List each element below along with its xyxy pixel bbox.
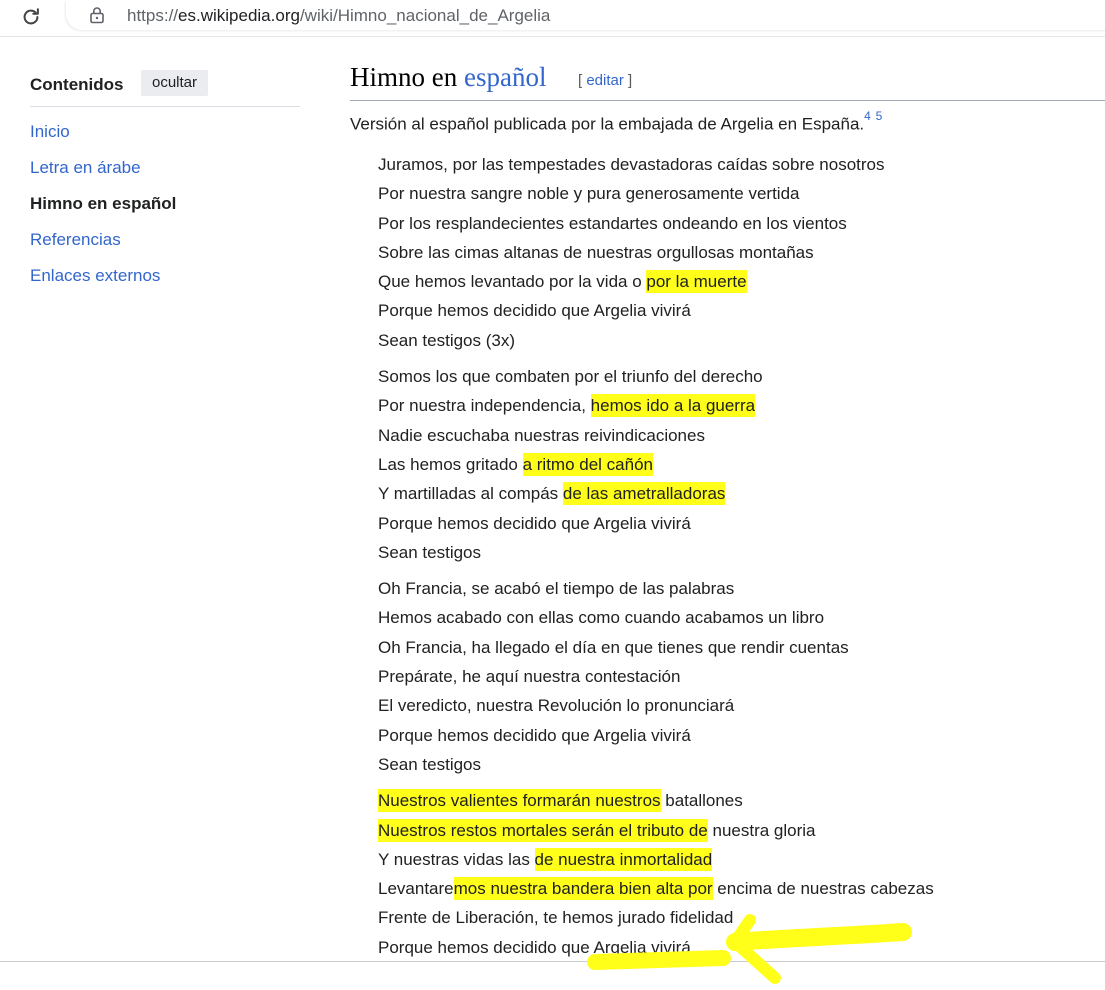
lyric-line: Sean testigos (378, 542, 482, 562)
reload-icon[interactable] (18, 4, 44, 30)
lyric-line: Sobre las cimas altanas de nuestras orgullosas montañas (378, 242, 814, 262)
lyric-line: Porque hemos decidido que Argelia vivirá (378, 725, 691, 745)
highlighted-text: mos nuestra bandera bien alta por (453, 879, 713, 899)
lyric-line: Sean testigos (3x) (378, 330, 516, 350)
lyric-line: Nadie escuchaba nuestras reivindicaciones (378, 425, 705, 445)
lyric-text: Y nuestras vidas las (378, 849, 535, 869)
lyric-line: Sean testigos (378, 754, 482, 774)
lyric-text: Levantare (378, 879, 454, 899)
url-prefix: https:// (127, 6, 179, 25)
edit-link[interactable]: editar (586, 72, 624, 89)
reference-5[interactable]: 5 (875, 109, 883, 123)
lyric-line (378, 479, 934, 508)
lyric-line (378, 816, 934, 845)
lyric-text: encima de nuestras cabezas (712, 879, 934, 899)
lyric-text: Por nuestra independencia, (378, 396, 591, 416)
lyric-line: El veredicto, nuestra Revolución lo pronunciará (378, 696, 735, 716)
stanza-4 (378, 786, 934, 962)
lyric-line: Por nuestra sangre noble y pura generosamente vertida (378, 184, 800, 204)
lyric-line (378, 450, 934, 479)
highlighted-text: de nuestra inmortalidad (534, 849, 713, 869)
highlighted-text: Nuestros restos mortales serán el tributo de (378, 820, 708, 840)
url-path: /wiki/Himno_nacional_de_Argelia (299, 6, 551, 25)
section-title-link[interactable]: español (464, 62, 547, 92)
lyric-line: Hemos acabado con ellas como cuando acabamos un libro (378, 608, 825, 628)
lyric-line: Porque hemos decidido que Argelia vivirá (378, 301, 691, 321)
stanza-gap (378, 779, 934, 786)
toc-item-himno-en-espanol[interactable]: Himno en español (30, 194, 177, 213)
lyric-line (378, 874, 934, 903)
edit-bracket-open: [ (578, 72, 587, 89)
lyric-line: Prepárate, he aquí nuestra contestación (378, 667, 681, 687)
lyric-line: Oh Francia, ha llegado el día en que tienes que rendir cuentas (378, 637, 849, 657)
lyric-line (378, 845, 934, 874)
browser-toolbar (0, 0, 1105, 37)
edit-bracket-close: ] (623, 72, 633, 89)
toc-title: Contenidos (30, 75, 124, 94)
lyric-line (378, 391, 934, 420)
section-heading (350, 62, 1105, 101)
lyric-line (378, 786, 934, 815)
divider (0, 961, 1105, 962)
highlighted-text: de las ametralladoras (562, 484, 726, 504)
highlighted-text: hemos ido a la guerra (590, 396, 756, 416)
stanza-gap (378, 567, 934, 574)
stanza-gap (378, 355, 934, 362)
lyric-line (378, 267, 934, 296)
toc-item-referencias[interactable]: Referencias (30, 230, 121, 249)
lyric-text: Y martilladas al compás (378, 484, 563, 504)
intro-paragraph (350, 109, 883, 135)
anthem-lyrics (378, 150, 934, 962)
toc-list (30, 120, 176, 300)
url-text[interactable] (127, 6, 550, 26)
toc-header (30, 72, 300, 107)
lyric-text: Que hemos levantado por la vida o (378, 272, 647, 292)
lyric-line: Porque hemos decidido que Argelia vivirá (378, 937, 691, 957)
toc-item-letra-en-arabe[interactable]: Letra en árabe (30, 158, 141, 177)
highlighted-text: Nuestros valientes formarán nuestros (378, 791, 661, 811)
highlighted-text: a ritmo del cañón (522, 454, 653, 474)
section-title-text: Himno en (350, 62, 464, 92)
toc-item-enlaces-externos[interactable]: Enlaces externos (30, 266, 161, 285)
lyric-line: Por los resplandecientes estandartes ondeando en los vientos (378, 213, 847, 233)
stanza-2 (378, 362, 934, 567)
highlighted-text: por la muerte (646, 272, 747, 292)
toc-hide-button[interactable]: ocultar (141, 70, 208, 96)
lyric-line: Oh Francia, se acabó el tiempo de las palabras (378, 579, 735, 599)
lyric-line: Somos los que combaten por el triunfo del derecho (378, 367, 763, 387)
lyric-text: batallones (660, 791, 743, 811)
stanza-3 (378, 574, 934, 779)
section-title (350, 62, 546, 93)
toc-item-inicio[interactable]: Inicio (30, 122, 70, 141)
edit-section (578, 72, 632, 89)
url-domain: es.wikipedia.org (178, 6, 300, 25)
lyric-text: nuestra gloria (707, 820, 816, 840)
intro-text: Versión al español publicada por la embajada de Argelia en España. (350, 114, 865, 134)
lyric-line: Porque hemos decidido que Argelia vivirá (378, 513, 691, 533)
lyric-text: Las hemos gritado (378, 454, 523, 474)
stanza-1 (378, 150, 934, 355)
lyric-line: Juramos, por las tempestades devastadoras caídas sobre nosotros (378, 155, 885, 174)
reference-4[interactable]: 4 (864, 109, 871, 123)
lyric-line: Frente de Liberación, te hemos jurado fidelidad (378, 908, 734, 928)
lock-icon[interactable] (88, 5, 106, 25)
